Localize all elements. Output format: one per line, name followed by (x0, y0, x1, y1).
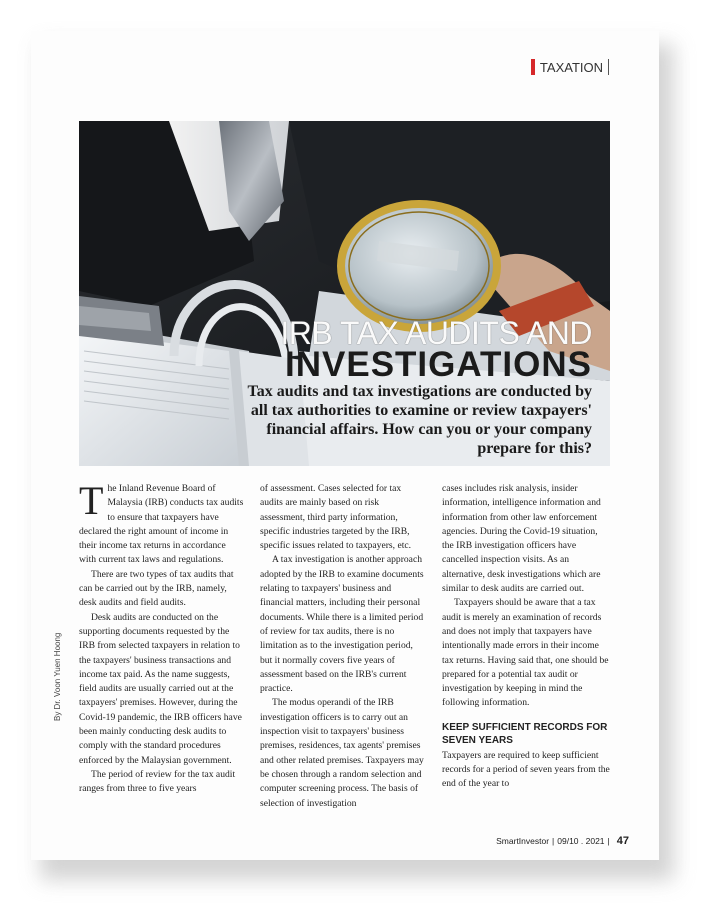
hero-image (79, 121, 610, 466)
paragraph: A tax investigation is another approach adopted by the IRB to examine documents relating to taxpayers' business and financial matters, including their personal documents. While there is a limited period of review for tax audits, there is no limitation as to the investigation period, but it normally covers five years of assessment based on the IRB's current practice. (260, 554, 424, 695)
page-number: 47 (616, 835, 629, 847)
paragraph: of assessment. Cases selected for tax audits are mainly based on risk assessment, third party information, specific industries targeted by the IRB, specific issues related to taxpayers, etc. (260, 483, 412, 552)
section-divider (608, 59, 609, 75)
publication-name: SmartInvestor (496, 836, 550, 846)
footer-divider: | (607, 836, 610, 846)
headline-line-1: IRB TAX AUDITS AND (280, 315, 592, 351)
paragraph: There are two types of tax audits that can be carried out by the IRB, namely, desk audits and field audits. (79, 568, 234, 609)
paragraph: Desk audits are conducted on the supporting documents requested by the IRB from selected taxpayers in relation to the taxpayers' business transactions and income tax paid. As the name suggests, field audits are usually carried out at the taxpayers' premises. However, during the Covid-19 pandemic, the IRB officers have been mainly conducting desk audits to comply with the standard procedures enforced by the Malaysian government. (79, 611, 242, 766)
standfirst: Tax audits and tax investigations are conducted by all tax authorities to examine or review taxpayers' financial affairs. How can you or your company prepare for this? (247, 383, 592, 457)
issue-date: 09/10 . 2021 (557, 836, 605, 846)
article-column-2 (260, 482, 424, 811)
byline: By Dr. Voon Yuen Hoong (53, 632, 62, 721)
paragraph-text: he Inland Revenue Board of Malaysia (IRB) conducts tax audits to ensure that taxpayers have declared the right amount of income in their income tax returns in accordance with current tax laws and regulations. (79, 483, 244, 566)
paragraph: The modus operandi of the IRB investigation officers is to carry out an inspection visit to taxpayers' business premises, residences, tax agents' premises and other related premises. Taxpayers may be chosen through a random selection and computer screening process. The basis of selection of investigation (260, 697, 424, 809)
headline-line-2: INVESTIGATIONS (285, 345, 592, 384)
section-marker (531, 59, 535, 75)
paragraph (79, 478, 245, 568)
page-footer (496, 835, 629, 847)
article-column-1 (79, 478, 245, 797)
drop-cap: T (79, 478, 104, 523)
section-label: TAXATION (539, 59, 603, 75)
paragraph: cases includes risk analysis, insider information, intelligence information and information from other law enforcement agencies. During the Covid-19 situation, the IRB investigation officers have cancelled inspection visits. As an alternative, desk investigations which are similar to desk audits are carried out. (442, 483, 601, 595)
magazine-page (31, 31, 659, 860)
paragraph: Taxpayers should be aware that a tax audit is merely an examination of records and does not imply that taxpayers have intentionally made errors in their income tax returns. Having said that, one should be prepared for a potential tax audit or investigation by keeping in mind the following information. (442, 597, 609, 709)
section-tag (531, 59, 609, 75)
article-column-3 (442, 482, 610, 792)
section-subheading: KEEP SUFFICIENT RECORDS FOR SEVEN YEARS (442, 721, 608, 746)
paragraph: Taxpayers are required to keep sufficient records for a period of seven years from the end of the year to (442, 749, 610, 790)
paragraph: The period of review for the tax audit ranges from three to five years (79, 768, 236, 795)
footer-divider: | (552, 836, 555, 846)
